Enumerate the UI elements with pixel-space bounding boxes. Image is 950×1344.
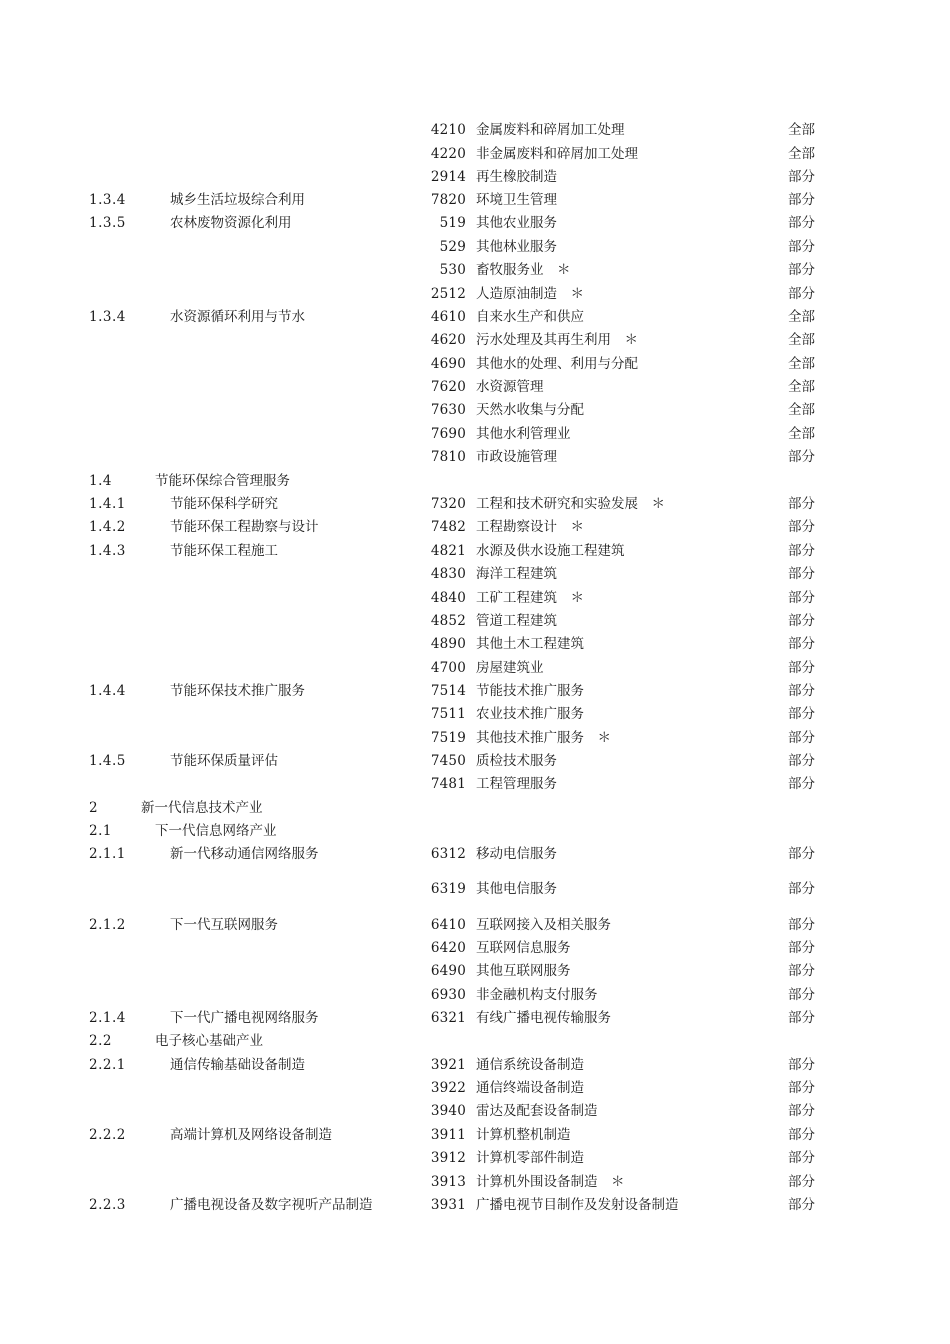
scope-label: 部分 xyxy=(788,987,815,1003)
table-row xyxy=(0,167,950,187)
table-row xyxy=(0,354,950,374)
table-row xyxy=(0,330,950,350)
industry-name: 工程管理服务 xyxy=(476,776,557,792)
category-number: 1.4.4 xyxy=(89,683,126,699)
category-number: 1.3.5 xyxy=(89,215,126,231)
table-row xyxy=(0,120,950,140)
table-row xyxy=(0,237,950,257)
table-row xyxy=(0,471,950,491)
table-row xyxy=(0,1008,950,1028)
scope-label: 部分 xyxy=(788,566,815,582)
category-number: 1.4 xyxy=(89,473,112,489)
industry-code: 4690 xyxy=(430,356,466,372)
table-row xyxy=(0,541,950,561)
scope-label: 部分 xyxy=(788,449,815,465)
industry-code: 4852 xyxy=(430,613,466,629)
table-row xyxy=(0,1078,950,1098)
scope-label: 全部 xyxy=(788,426,815,442)
table-row xyxy=(0,400,950,420)
industry-code: 2914 xyxy=(430,169,466,185)
category-number: 2.2 xyxy=(89,1033,112,1049)
industry-code: 6321 xyxy=(430,1010,466,1026)
scope-label: 部分 xyxy=(788,1174,815,1190)
scope-label: 全部 xyxy=(788,146,815,162)
table-row xyxy=(0,517,950,537)
industry-name: 工矿工程建筑 ＊ xyxy=(476,590,584,606)
scope-label: 全部 xyxy=(788,379,815,395)
industry-code: 3912 xyxy=(430,1150,466,1166)
category-name: 高端计算机及网络设备制造 xyxy=(170,1127,332,1143)
scope-label: 部分 xyxy=(788,917,815,933)
category-number: 1.3.4 xyxy=(89,192,126,208)
industry-code: 7482 xyxy=(430,519,466,535)
table-row xyxy=(0,1125,950,1145)
category-number: 1.4.2 xyxy=(89,519,126,535)
industry-code: 6490 xyxy=(430,963,466,979)
category-name: 新一代信息技术产业 xyxy=(141,800,263,816)
category-name: 水资源循环利用与节水 xyxy=(170,309,305,325)
category-number: 2.2.2 xyxy=(89,1127,126,1143)
industry-code: 7690 xyxy=(430,426,466,442)
category-name: 通信传输基础设备制造 xyxy=(170,1057,305,1073)
scope-label: 部分 xyxy=(788,1103,815,1119)
category-name: 节能环保质量评估 xyxy=(170,753,278,769)
industry-name: 节能技术推广服务 xyxy=(476,683,584,699)
category-name: 农林废物资源化利用 xyxy=(170,215,292,231)
category-number: 1.3.4 xyxy=(89,309,126,325)
table-row xyxy=(0,1172,950,1192)
table-row xyxy=(0,1031,950,1051)
industry-name: 房屋建筑业 xyxy=(476,660,544,676)
scope-label: 部分 xyxy=(788,169,815,185)
industry-name: 非金融机构支付服务 xyxy=(476,987,598,1003)
industry-code: 7514 xyxy=(430,683,466,699)
scope-label: 部分 xyxy=(788,192,815,208)
table-row xyxy=(0,681,950,701)
table-row xyxy=(0,260,950,280)
table-row xyxy=(0,938,950,958)
industry-code: 7320 xyxy=(430,496,466,512)
category-number: 1.4.1 xyxy=(89,496,126,512)
table-row xyxy=(0,879,950,899)
table-row xyxy=(0,588,950,608)
scope-label: 部分 xyxy=(788,543,815,559)
industry-name: 工程和技术研究和实验发展 ＊ xyxy=(476,496,665,512)
industry-name: 其他技术推广服务 ＊ xyxy=(476,730,611,746)
scope-label: 部分 xyxy=(788,776,815,792)
scope-label: 部分 xyxy=(788,730,815,746)
industry-code: 7511 xyxy=(430,706,466,722)
industry-name: 自来水生产和供应 xyxy=(476,309,584,325)
table-row xyxy=(0,844,950,864)
industry-code: 7820 xyxy=(430,192,466,208)
scope-label: 部分 xyxy=(788,1197,815,1213)
table-row xyxy=(0,424,950,444)
industry-code: 2512 xyxy=(430,286,466,302)
industry-code: 7519 xyxy=(430,730,466,746)
industry-name: 质检技术服务 xyxy=(476,753,557,769)
scope-label: 部分 xyxy=(788,496,815,512)
industry-code: 529 xyxy=(439,239,466,255)
category-number: 2.1.2 xyxy=(89,917,126,933)
scope-label: 部分 xyxy=(788,683,815,699)
industry-code: 6319 xyxy=(430,881,466,897)
category-name: 广播电视设备及数字视听产品制造 xyxy=(170,1197,373,1213)
category-number: 2.1.1 xyxy=(89,846,126,862)
category-name: 城乡生活垃圾综合利用 xyxy=(170,192,305,208)
table-row xyxy=(0,213,950,233)
industry-name: 其他互联网服务 xyxy=(476,963,571,979)
scope-label: 部分 xyxy=(788,519,815,535)
scope-label: 全部 xyxy=(788,122,815,138)
category-number: 1.4.5 xyxy=(89,753,126,769)
scope-label: 部分 xyxy=(788,239,815,255)
table-row xyxy=(0,1055,950,1075)
industry-name: 其他林业服务 xyxy=(476,239,557,255)
category-name: 节能环保综合管理服务 xyxy=(155,473,290,489)
industry-code: 7481 xyxy=(430,776,466,792)
scope-label: 部分 xyxy=(788,1010,815,1026)
industry-code: 4830 xyxy=(430,566,466,582)
table-row xyxy=(0,284,950,304)
scope-label: 部分 xyxy=(788,660,815,676)
table-row xyxy=(0,658,950,678)
table-row xyxy=(0,915,950,935)
table-row xyxy=(0,1101,950,1121)
table-row xyxy=(0,634,950,654)
industry-code: 3921 xyxy=(430,1057,466,1073)
industry-code: 4700 xyxy=(430,660,466,676)
industry-code: 4210 xyxy=(430,122,466,138)
table-row xyxy=(0,774,950,794)
category-name: 下一代广播电视网络服务 xyxy=(170,1010,319,1026)
industry-name: 有线广播电视传输服务 xyxy=(476,1010,611,1026)
industry-code: 3940 xyxy=(430,1103,466,1119)
industry-code: 4610 xyxy=(430,309,466,325)
industry-name: 市政设施管理 xyxy=(476,449,557,465)
industry-name: 其他电信服务 xyxy=(476,881,557,897)
industry-name: 管道工程建筑 xyxy=(476,613,557,629)
table-row xyxy=(0,494,950,514)
industry-name: 广播电视节目制作及发射设备制造 xyxy=(476,1197,679,1213)
industry-name: 其他土木工程建筑 xyxy=(476,636,584,652)
table-row xyxy=(0,1148,950,1168)
table-row xyxy=(0,821,950,841)
table-row xyxy=(0,144,950,164)
industry-code: 4620 xyxy=(430,332,466,348)
scope-label: 部分 xyxy=(788,846,815,862)
industry-code: 4890 xyxy=(430,636,466,652)
category-name: 节能环保科学研究 xyxy=(170,496,278,512)
table-row xyxy=(0,447,950,467)
industry-name: 农业技术推广服务 xyxy=(476,706,584,722)
table-row xyxy=(0,728,950,748)
scope-label: 部分 xyxy=(788,940,815,956)
industry-name: 其他水的处理、利用与分配 xyxy=(476,356,638,372)
category-name: 节能环保技术推广服务 xyxy=(170,683,305,699)
category-name: 节能环保工程施工 xyxy=(170,543,278,559)
industry-code: 3922 xyxy=(430,1080,466,1096)
industry-name: 互联网接入及相关服务 xyxy=(476,917,611,933)
scope-label: 部分 xyxy=(788,286,815,302)
industry-name: 计算机整机制造 xyxy=(476,1127,571,1143)
scope-label: 部分 xyxy=(788,706,815,722)
industry-code: 3931 xyxy=(430,1197,466,1213)
industry-code: 519 xyxy=(439,215,466,231)
industry-name: 人造原油制造 ＊ xyxy=(476,286,584,302)
scope-label: 部分 xyxy=(788,1080,815,1096)
industry-code: 3913 xyxy=(430,1174,466,1190)
category-name: 下一代互联网服务 xyxy=(170,917,278,933)
table-row xyxy=(0,190,950,210)
industry-name: 天然水收集与分配 xyxy=(476,402,584,418)
scope-label: 部分 xyxy=(788,963,815,979)
table-row xyxy=(0,1195,950,1215)
industry-code: 4220 xyxy=(430,146,466,162)
industry-code: 4821 xyxy=(430,543,466,559)
industry-name: 计算机零部件制造 xyxy=(476,1150,584,1166)
industry-name: 非金属废料和碎屑加工处理 xyxy=(476,146,638,162)
scope-label: 部分 xyxy=(788,262,815,278)
industry-name: 计算机外围设备制造 ＊ xyxy=(476,1174,625,1190)
scope-label: 部分 xyxy=(788,613,815,629)
category-name: 下一代信息网络产业 xyxy=(155,823,277,839)
scope-label: 部分 xyxy=(788,1057,815,1073)
table-row xyxy=(0,704,950,724)
category-name: 新一代移动通信网络服务 xyxy=(170,846,319,862)
scope-label: 部分 xyxy=(788,881,815,897)
scope-label: 部分 xyxy=(788,753,815,769)
industry-name: 通信终端设备制造 xyxy=(476,1080,584,1096)
table-row xyxy=(0,307,950,327)
industry-code: 3911 xyxy=(430,1127,466,1143)
industry-name: 工程勘察设计 ＊ xyxy=(476,519,584,535)
industry-name: 其他农业服务 xyxy=(476,215,557,231)
category-number: 2.1 xyxy=(89,823,112,839)
industry-code: 7630 xyxy=(430,402,466,418)
scope-label: 全部 xyxy=(788,332,815,348)
industry-name: 水资源管理 xyxy=(476,379,544,395)
category-number: 1.4.3 xyxy=(89,543,126,559)
scope-label: 部分 xyxy=(788,636,815,652)
scope-label: 部分 xyxy=(788,590,815,606)
industry-code: 6930 xyxy=(430,987,466,1003)
industry-name: 雷达及配套设备制造 xyxy=(476,1103,598,1119)
category-number: 2.2.1 xyxy=(89,1057,126,1073)
industry-name: 水源及供水设施工程建筑 xyxy=(476,543,625,559)
industry-code: 4840 xyxy=(430,590,466,606)
scope-label: 全部 xyxy=(788,309,815,325)
category-name: 电子核心基础产业 xyxy=(155,1033,263,1049)
industry-name: 污水处理及其再生利用 ＊ xyxy=(476,332,638,348)
table-row xyxy=(0,751,950,771)
industry-code: 6410 xyxy=(430,917,466,933)
table-row xyxy=(0,798,950,818)
industry-name: 互联网信息服务 xyxy=(476,940,571,956)
industry-code: 6420 xyxy=(430,940,466,956)
industry-name: 移动电信服务 xyxy=(476,846,557,862)
industry-code: 7450 xyxy=(430,753,466,769)
scope-label: 全部 xyxy=(788,356,815,372)
table-row xyxy=(0,985,950,1005)
scope-label: 部分 xyxy=(788,215,815,231)
table-row xyxy=(0,961,950,981)
category-number: 2.1.4 xyxy=(89,1010,126,1026)
industry-name: 其他水利管理业 xyxy=(476,426,571,442)
industry-name: 海洋工程建筑 xyxy=(476,566,557,582)
category-name: 节能环保工程勘察与设计 xyxy=(170,519,319,535)
industry-name: 环境卫生管理 xyxy=(476,192,557,208)
industry-code: 7810 xyxy=(430,449,466,465)
table-row xyxy=(0,611,950,631)
industry-code: 7620 xyxy=(430,379,466,395)
industry-name: 畜牧服务业 ＊ xyxy=(476,262,571,278)
industry-name: 再生橡胶制造 xyxy=(476,169,557,185)
scope-label: 全部 xyxy=(788,402,815,418)
industry-code: 6312 xyxy=(430,846,466,862)
scope-label: 部分 xyxy=(788,1127,815,1143)
industry-name: 金属废料和碎屑加工处理 xyxy=(476,122,625,138)
table-row xyxy=(0,564,950,584)
category-number: 2.2.3 xyxy=(89,1197,126,1213)
scope-label: 部分 xyxy=(788,1150,815,1166)
category-number: 2 xyxy=(89,800,99,816)
industry-code: 530 xyxy=(439,262,466,278)
industry-name: 通信系统设备制造 xyxy=(476,1057,584,1073)
table-row xyxy=(0,377,950,397)
